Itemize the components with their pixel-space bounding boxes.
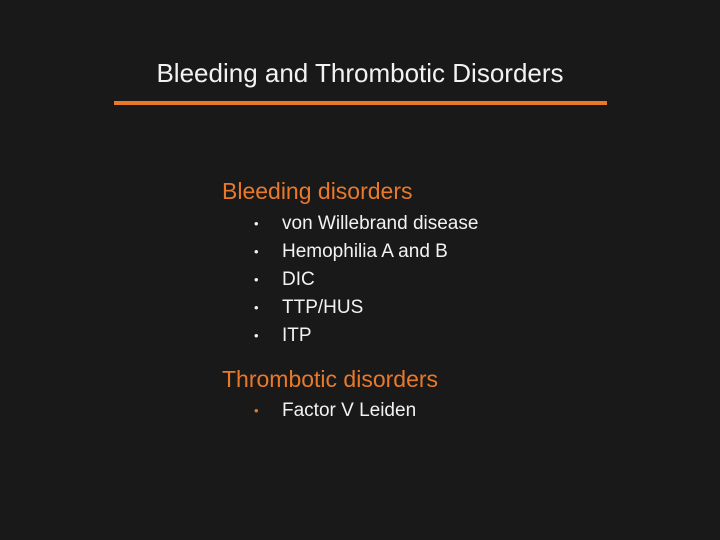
list-item-label: DIC (282, 269, 315, 290)
list-item (254, 322, 478, 350)
list-item-label: TTP/HUS (282, 297, 364, 318)
thrombotic-disorders-list (254, 397, 416, 425)
bullet-icon: • (254, 244, 259, 259)
list-item (254, 210, 478, 238)
title-underline (114, 101, 607, 105)
bullet-icon: • (254, 328, 259, 343)
slide-title: Bleeding and Thrombotic Disorders (156, 58, 564, 88)
bullet-icon: • (254, 300, 259, 315)
list-item (254, 294, 478, 322)
bullet-icon: • (254, 403, 259, 418)
list-item (254, 397, 416, 425)
bullet-icon: • (254, 216, 259, 231)
bleeding-disorders-list (254, 210, 478, 350)
list-item (254, 238, 478, 266)
list-item-label: Factor V Leiden (282, 400, 417, 421)
list-item-label: ITP (282, 325, 312, 346)
list-item-label: von Willebrand disease (282, 213, 479, 234)
bullet-icon: • (254, 272, 259, 287)
section-heading-bleeding: Bleeding disorders (222, 178, 413, 204)
list-item (254, 266, 478, 294)
section-heading-thrombotic: Thrombotic disorders (222, 366, 439, 392)
list-item-label: Hemophilia A and B (282, 241, 448, 262)
